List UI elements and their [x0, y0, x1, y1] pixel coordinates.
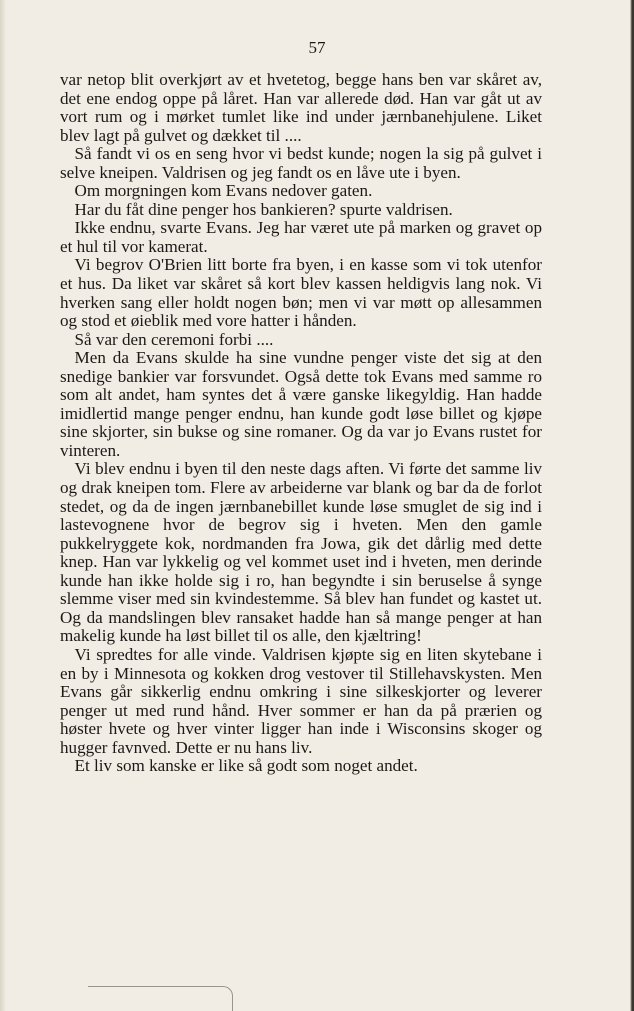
- paragraph: Vi spredtes for alle vinde. Valdrisen kjøpte sig en liten skytebane i en by i Minnesota og kokken drog vestover til Stillehavskysten. Men Evans går sikkerlig endnu omkring i sine silkeskjorter og leverer penger ut med rund hånd. Hver sommer er han da på prærien og høster hvete og hver vinter ligger han inde i Wisconsins skoger og hugger favnved. Dette er nu hans liv.: [60, 644, 542, 757]
- paragraph: Så fandt vi os en seng hvor vi bedst kunde; nogen la sig på gulvet i selve kneipen. Valdrisen og jeg fandt os en låve ute i byen.: [60, 144, 542, 182]
- paragraph: Ikke endnu, svarte Evans. Jeg har været ute på marken og gravet op et hul til vor kamerat.: [60, 218, 542, 256]
- page-edge-right: [630, 0, 634, 1011]
- page-number: 57: [308, 38, 326, 57]
- paragraph: Men da Evans skulde ha sine vundne penger viste det sig at den snedige bankier var forsvundet. Også dette tok Evans med samme ro som alt andet, ham syntes det å være ganske likegyldig. Han hadde imidlertid mange penger endnu, han kunde godt løse billet og kjøpe sine skjorter, sin bukse og sine romaner. Og da var jo Evans rustet for vinteren.: [60, 348, 542, 460]
- paragraph: Om morgningen kom Evans nedover gaten.: [74, 181, 373, 201]
- body-text: [60, 71, 542, 776]
- scan-corner-mark: [88, 986, 233, 1011]
- paragraph: Så var den ceremoni forbi ....: [74, 329, 274, 349]
- paragraph: Vi blev endnu i byen til den neste dags aften. Vi førte det samme liv og drak kneipen tom. Flere av arbeiderne var blank og bar da de forlot stedet, og da de ingen jærnbanebillet kunde løse smuglet de sig ind i lastevognene hvor de begrov sig i hveten. Men den gamle pukkelryggete kok, nordmanden fra Jowa, gik det dårlig med dette knep. Han var lykkelig og vel kommet uset ind i hveten, men derinde kunde han ikke holde sig i ro, han begyndte i sin beruselse å synge slemme viser med sin kvindestemme. Så blev han fundet og kastet ut. Og da mandslingen blev ransaket hadde han så mange penger at han makelig kunde ha løst billet til os alle, den kjæltring!: [60, 459, 542, 646]
- paragraph: var netop blit overkjørt av et hvetetog, begge hans ben var skåret av, det ene endog oppe på låret. Han var allerede død. Han var gåt ut av vort rum og i mørket tumlet like ind under jærnbanehjulene. Liket blev lagt på gulvet og dækket til ....: [60, 70, 542, 145]
- paragraph: Vi begrov O'Brien litt borte fra byen, i en kasse som vi tok utenfor et hus. Da liket var skåret så kort blev kassen heldigvis lang nok. Vi hverken sang eller holdt nogen bøn; men vi var møtt op allesammen og stod et øieblik med vore hatter i hånden.: [60, 255, 542, 331]
- page-edge-left: [0, 0, 6, 1011]
- paragraph: Et liv som kanske er like så godt som noget andet.: [74, 756, 418, 776]
- paragraph: Har du fåt dine penger hos bankieren? spurte valdrisen.: [74, 199, 453, 219]
